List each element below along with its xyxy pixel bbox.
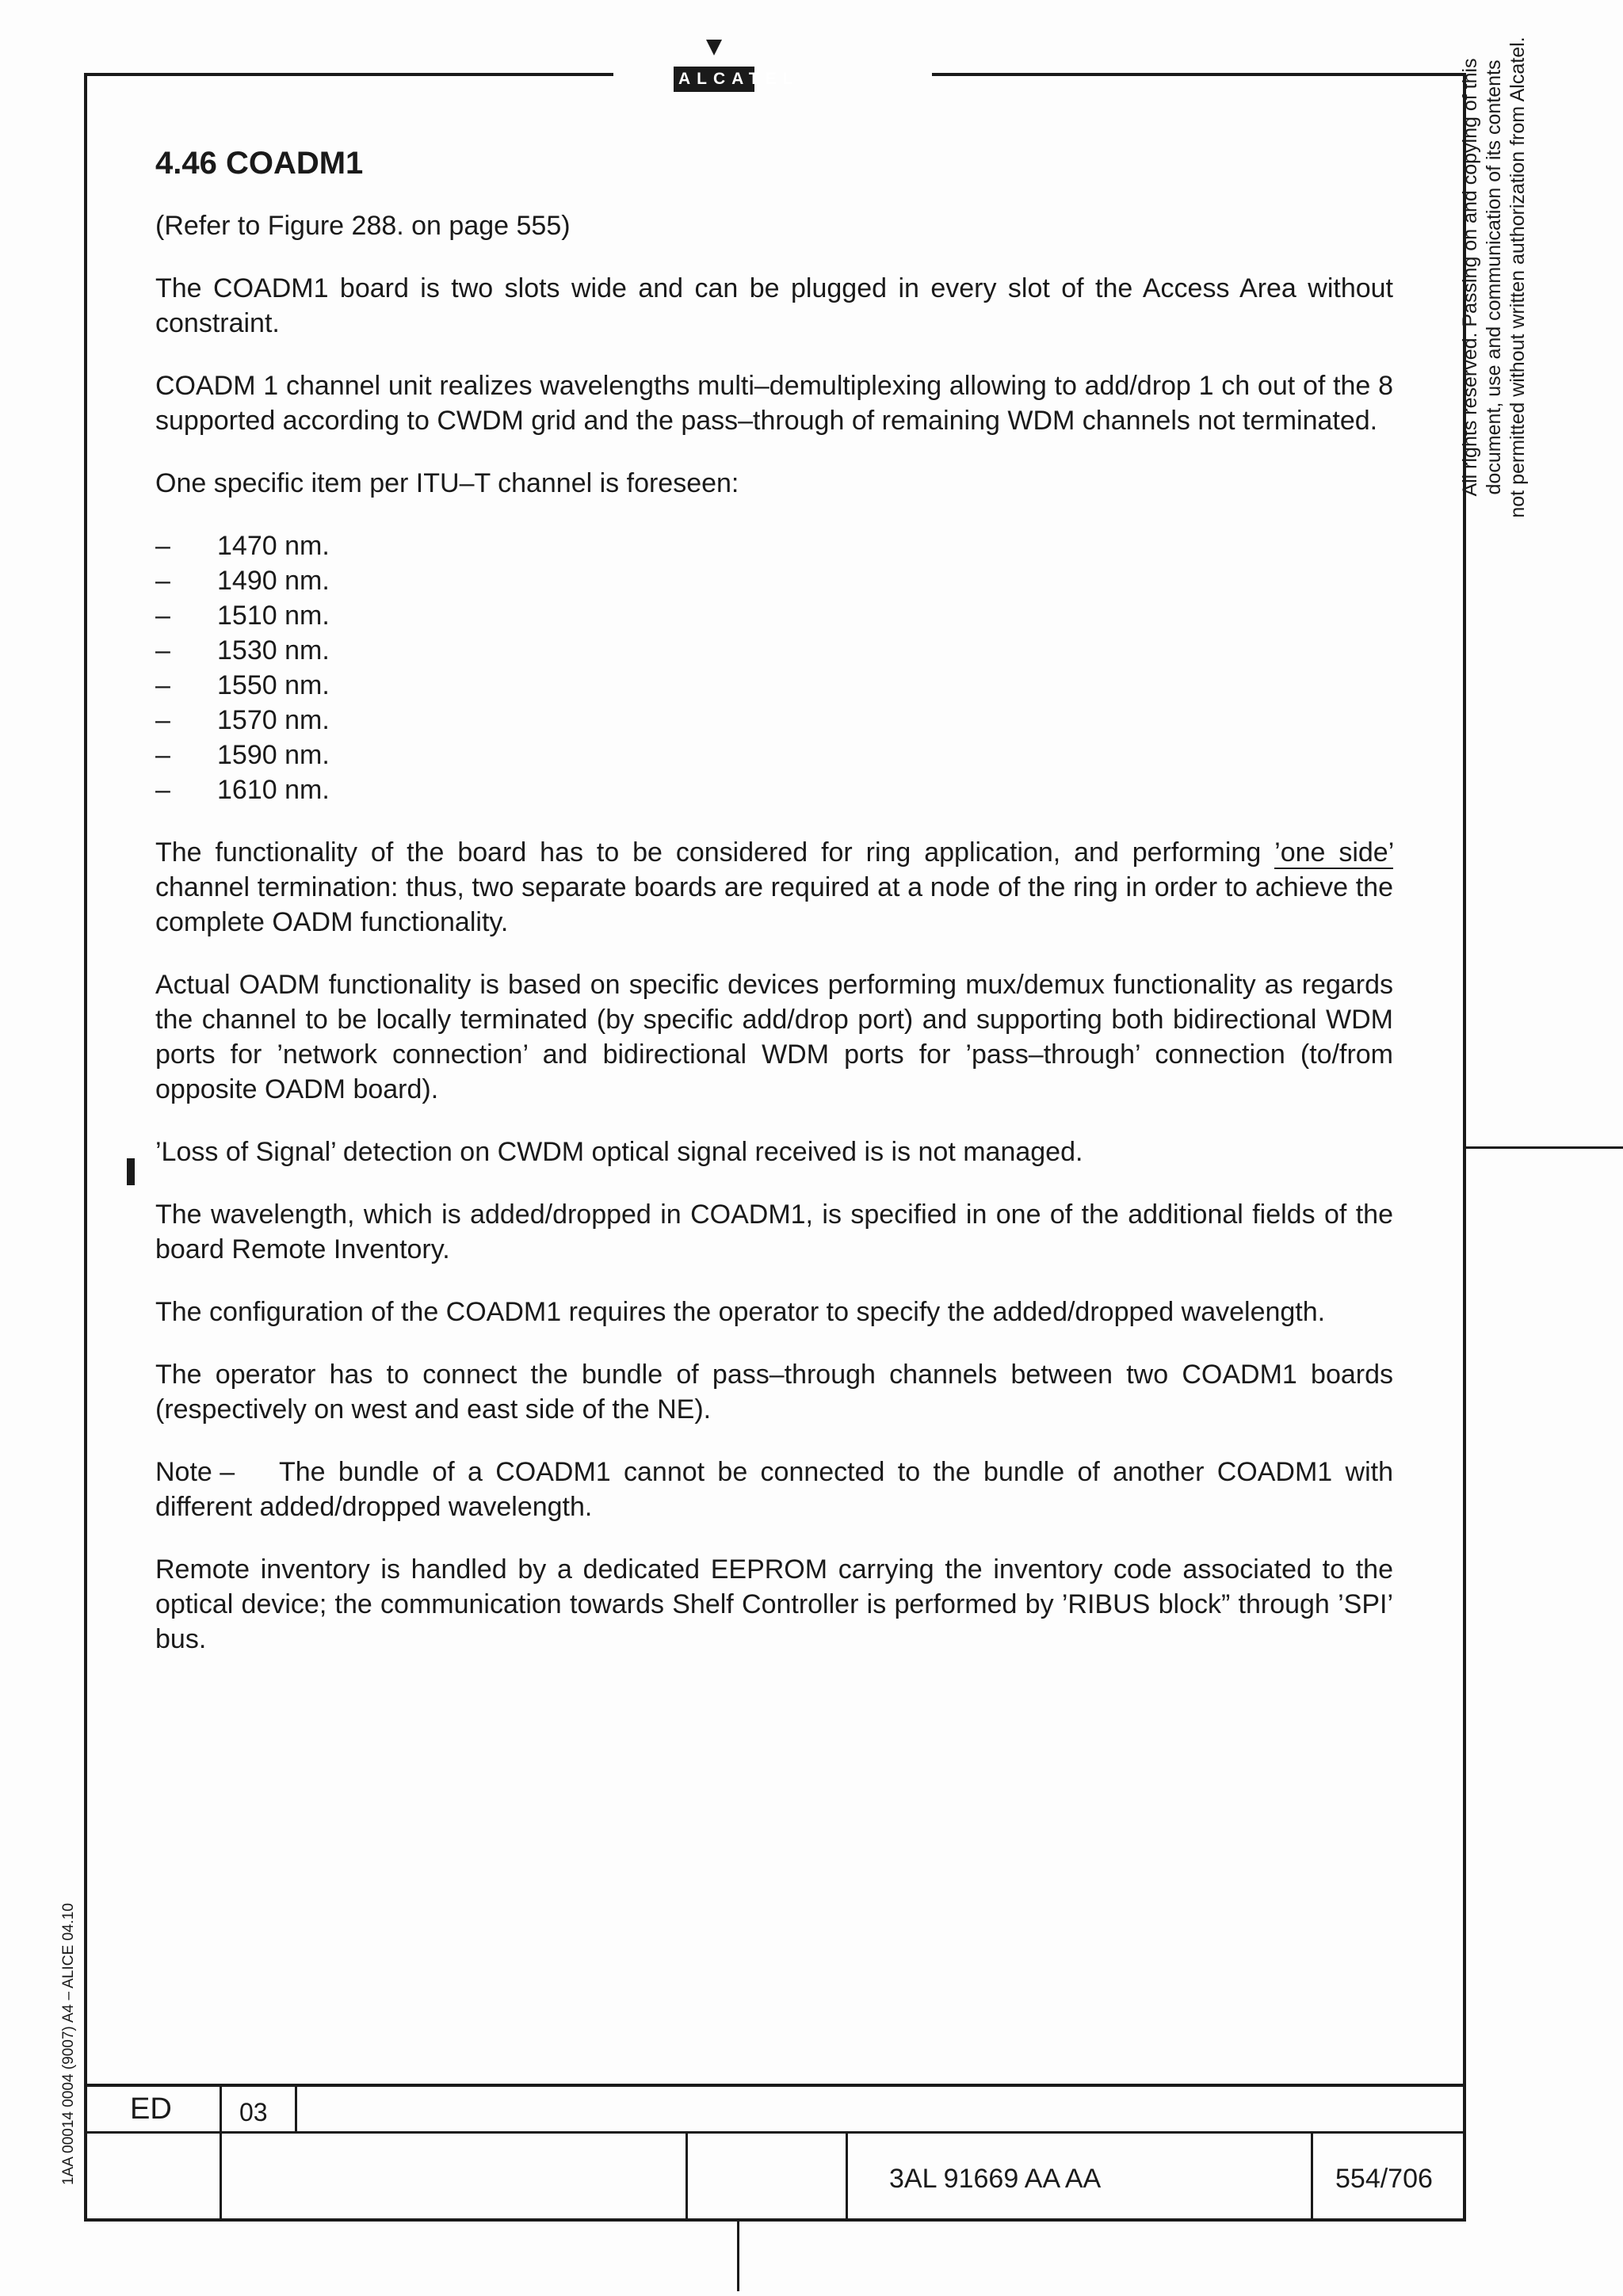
footer-ed-label: ED	[130, 2092, 172, 2126]
paragraph-loss-of-signal: ’Loss of Signal’ detection on CWDM optical signal received is is not managed.	[155, 1137, 1083, 1167]
footer-vline-4	[846, 2131, 848, 2222]
frame-right-tick	[1463, 1146, 1623, 1149]
list-item: – 1550 nm.	[155, 670, 330, 700]
figure-reference: (Refer to Figure 288. on page 555)	[155, 211, 571, 241]
paragraph-eeprom: Remote inventory is handled by a dedicated EEPROM carrying the inventory code associated to the optical device; the communication towards Shelf Controller is performed by ’RIBUS block” through ’SPI’ bus.	[155, 1554, 1393, 1654]
list-item: – 1610 nm.	[155, 775, 330, 805]
alcatel-logo	[674, 40, 800, 92]
logo-text: ALCATEL	[674, 67, 754, 92]
paragraph-ring-application: The functionality of the board has to be considered for ring application, and performing ’one side’ channel termination: thus, two separate boards are required at a node of the ring in order to achieve the complete OADM functionality.	[155, 837, 1393, 937]
paragraph-itu-channels: One specific item per ITU–T channel is foreseen:	[155, 468, 739, 498]
footer-bottom-line	[84, 2218, 1466, 2222]
footer-stem	[737, 2218, 739, 2291]
list-item: – 1590 nm.	[155, 740, 330, 770]
section-title: 4.46 COADM1	[155, 146, 364, 181]
paragraph-configuration: The configuration of the COADM1 requires the operator to specify the added/dropped wavelength.	[155, 1297, 1326, 1327]
footer-ed-value: 03	[239, 2098, 268, 2126]
paragraph-board-slots: The COADM1 board is two slots wide and can be plugged in every slot of the Access Area without constraint.	[155, 273, 1393, 338]
footer-top-line	[84, 2084, 1466, 2087]
frame-top-right	[932, 73, 1466, 76]
footer-doc-code: 3AL 91669 AA AA	[889, 2164, 1102, 2194]
paragraph-channel-unit: COADM 1 channel unit realizes wavelengths multi–demultiplexing allowing to add/drop 1 ch out of the 8 supported according to CWDM grid and the pass–through of remaining WDM channels not terminated.	[155, 371, 1393, 436]
footer-vline-3	[685, 2131, 688, 2222]
list-item: – 1490 nm.	[155, 566, 330, 596]
note-text: The bundle of a COADM1 cannot be connected to the bundle of another COADM1 with different added/dropped wavelength.	[155, 1457, 1393, 1522]
wavelength-list	[155, 528, 1393, 807]
paragraph-remote-inventory-field: The wavelength, which is added/dropped in COADM1, is specified in one of the additional fields of the board Remote Inventory.	[155, 1199, 1393, 1264]
list-item: – 1570 nm.	[155, 705, 330, 735]
note-label: Note –	[155, 1457, 235, 1487]
change-bar	[127, 1158, 135, 1185]
main-content	[155, 145, 1393, 1684]
list-item: – 1470 nm.	[155, 531, 330, 561]
frame-top-left	[84, 73, 613, 76]
note	[155, 1455, 1393, 1524]
footer-page-number: 554/706	[1335, 2164, 1433, 2194]
list-item: – 1510 nm.	[155, 601, 330, 631]
list-item: – 1530 nm.	[155, 635, 330, 666]
paragraph-oadm-functionality: Actual OADM functionality is based on specific devices performing mux/demux functionality as regards the channel to be locally terminated (by specific add/drop port) and supporting both bidirectional WDM ports for ’network connection’ and bidirectional WDM ports for ’pass–through’ connection (to/from opposite OADM board).	[155, 970, 1393, 1104]
footer-vline-2	[295, 2084, 297, 2133]
paragraph-bundle-connection: The operator has to connect the bundle of pass–through channels between two COADM1 boards (respectively on west and east side of the NE).	[155, 1360, 1393, 1425]
frame-left	[84, 73, 87, 2222]
footer-vline-5	[1311, 2131, 1313, 2222]
footer-mid-line	[84, 2131, 1466, 2134]
logo-triangle-icon	[706, 40, 722, 55]
footer-vline-1	[220, 2084, 222, 2222]
underlined-one-side: ’one side’	[1274, 837, 1393, 868]
